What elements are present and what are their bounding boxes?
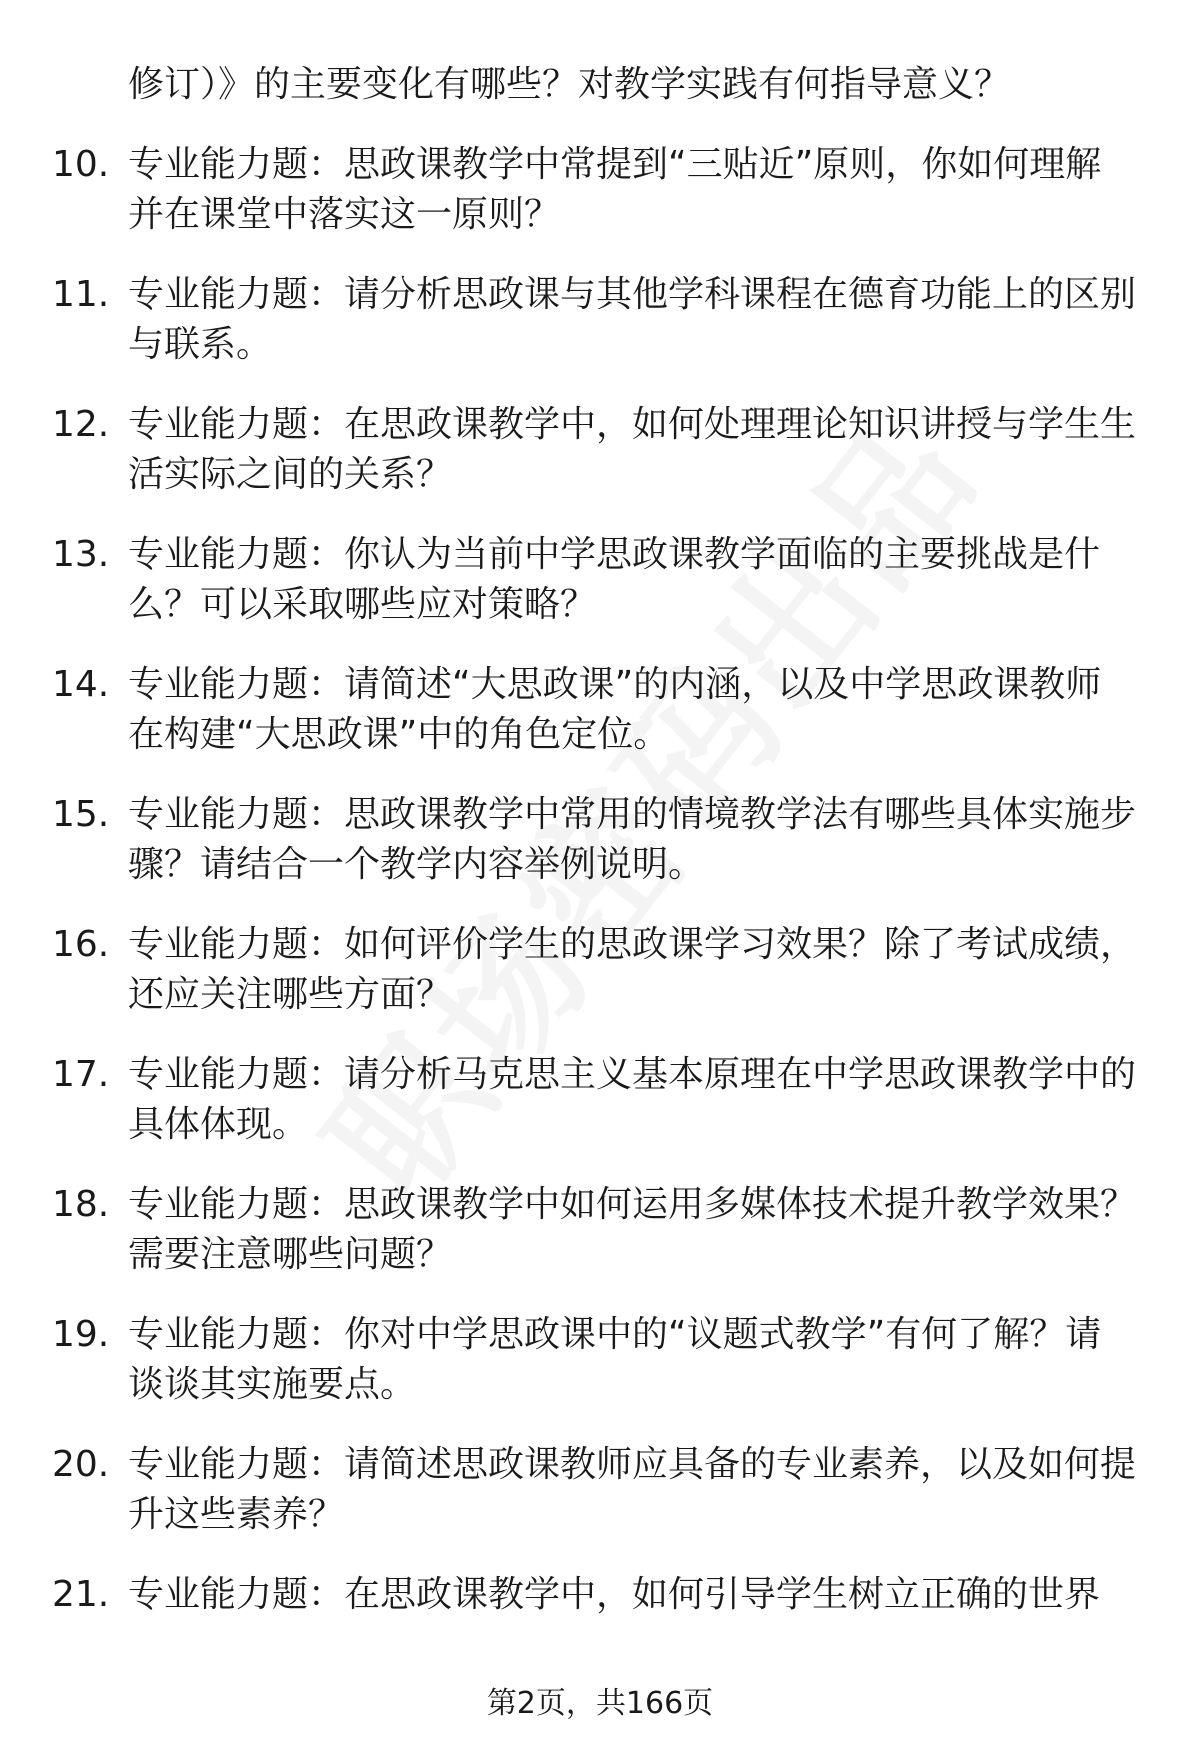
page-footer: 第2页，共166页 xyxy=(486,1686,714,1721)
question-item xyxy=(0,142,1200,272)
question-number: 21. xyxy=(52,1574,110,1615)
question-item xyxy=(0,1312,1200,1442)
continuation-text: 修订）》的主要变化有哪些？对教学实践有何指导意义？ xyxy=(128,64,1011,105)
question-item xyxy=(0,662,1200,792)
question-number: 19. xyxy=(52,1314,110,1355)
question-item xyxy=(0,402,1200,532)
question-text-line: 专业能力题：请分析马克思主义基本原理在中学思政课教学中的 xyxy=(128,1054,1137,1095)
question-number: 13. xyxy=(52,534,110,575)
question-text-line: 需要注意哪些问题？ xyxy=(128,1234,453,1275)
question-item xyxy=(0,1052,1200,1182)
question-number: 20. xyxy=(52,1444,110,1485)
question-text-line: 专业能力题：请简述思政课教师应具备的专业素养，以及如何提 xyxy=(128,1444,1137,1485)
question-number: 14. xyxy=(52,664,110,705)
question-text-line: 在构建“大思政课”中的角色定位。 xyxy=(128,714,670,755)
question-text-line: 并在课堂中落实这一原则？ xyxy=(128,194,561,235)
question-text-line: 专业能力题：你对中学思政课中的“议题式教学”有何了解？请 xyxy=(128,1314,1102,1355)
question-item xyxy=(0,532,1200,662)
question-text-line: 骤？请结合一个教学内容举例说明。 xyxy=(128,844,705,885)
question-text-line: 专业能力题：在思政课教学中，如何引导学生树立正确的世界 xyxy=(128,1574,1101,1615)
question-text-line: 谈谈其实施要点。 xyxy=(128,1364,417,1405)
question-number: 18. xyxy=(52,1184,110,1225)
question-text-line: 升这些素养？ xyxy=(128,1494,345,1535)
question-item xyxy=(0,1182,1200,1312)
question-number: 12. xyxy=(52,404,110,445)
question-text-line: 么？可以采取哪些应对策略？ xyxy=(128,584,597,625)
question-text-line: 还应关注哪些方面？ xyxy=(128,974,453,1015)
question-text-line: 专业能力题：请简述“大思政课”的内涵，以及中学思政课教师 xyxy=(128,664,1102,705)
question-number: 11. xyxy=(52,274,110,315)
question-text-line: 专业能力题：你认为当前中学思政课教学面临的主要挑战是什 xyxy=(128,534,1101,575)
question-number: 15. xyxy=(52,794,110,835)
question-number: 16. xyxy=(52,924,110,965)
question-text-line: 专业能力题：如何评价学生的思政课学习效果？除了考试成绩， xyxy=(128,924,1137,965)
question-text-line: 具体体现。 xyxy=(128,1104,309,1145)
question-text-line: 专业能力题：请分析思政课与其他学科课程在德育功能上的区别 xyxy=(128,274,1137,315)
question-text-line: 专业能力题：思政课教学中常提到“三贴近”原则，你如何理解 xyxy=(128,144,1102,185)
question-text-line: 专业能力题：在思政课教学中，如何处理理论知识讲授与学生生 xyxy=(128,404,1137,445)
question-item xyxy=(0,272,1200,402)
question-item xyxy=(0,1572,1200,1702)
question-item xyxy=(0,792,1200,922)
question-text-line: 专业能力题：思政课教学中如何运用多媒体技术提升教学效果？ xyxy=(128,1184,1137,1225)
question-text-line: 与联系。 xyxy=(128,324,273,365)
question-item xyxy=(0,922,1200,1052)
question-list xyxy=(0,142,1200,1702)
question-text-line: 活实际之间的关系？ xyxy=(128,454,453,495)
question-number: 17. xyxy=(52,1054,110,1095)
question-number: 10. xyxy=(52,144,110,185)
question-item xyxy=(0,1442,1200,1572)
question-text-line: 专业能力题：思政课教学中常用的情境教学法有哪些具体实施步 xyxy=(128,794,1137,835)
